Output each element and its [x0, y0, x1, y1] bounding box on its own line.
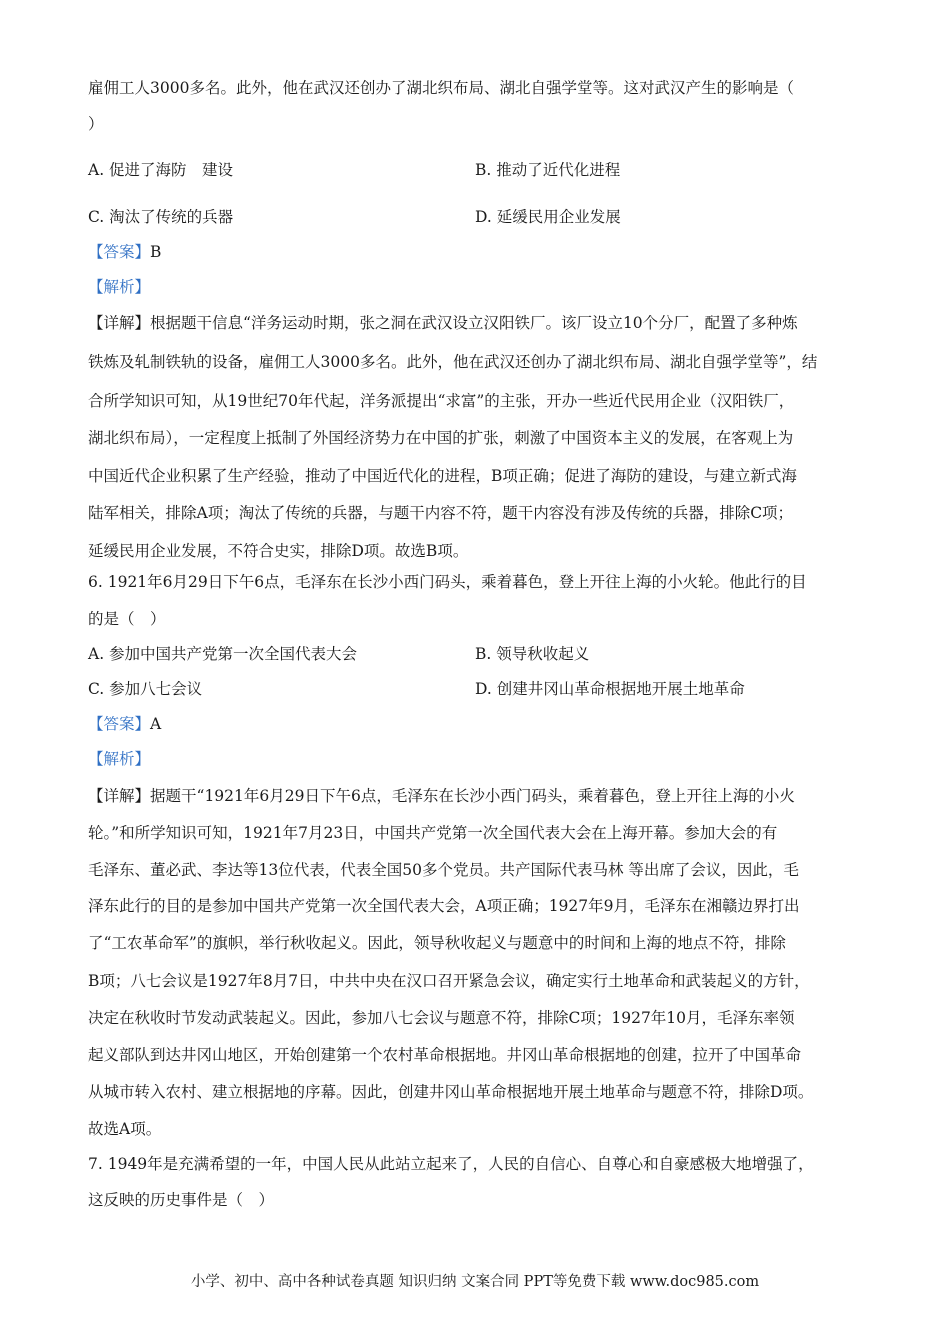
q6-detail-line-7: 决定在秋收时节发动武装起义。因此，参加八七会议与题意不符，排除C项；1927年10月，毛泽东率领 — [88, 1009, 795, 1027]
q6-detail-line-10: 故选A项。 — [88, 1120, 162, 1138]
q6-answer — [88, 714, 161, 734]
q5-analysis-tag: 【解析】 — [88, 278, 151, 296]
q6-detail-line-4: 泽东此行的目的是参加中国共产党第一次全国代表大会，A项正确；1927年9月，毛泽东在湘赣边界打出 — [88, 897, 800, 915]
q6-detail-line-9: 从城市转入农村、建立根据地的序幕。因此，创建井冈山革命根据地开展土地革命与题意不符，排除D项。 — [88, 1083, 814, 1101]
q6-detail-line-2: 轮。”和所学知识可知，1921年7月23日，中国共产党第一次全国代表大会在上海开幕。参加大会的有 — [88, 824, 778, 842]
q5-stem-line-2: ） — [88, 115, 104, 133]
q5-option-d: D. 延缓民用企业发展 — [475, 208, 621, 226]
q6-answer-tag: 【答案】 — [88, 715, 151, 733]
q6-answer-value: A — [150, 715, 162, 733]
q5-detail-line-7: 延缓民用企业发展，不符合史实，排除D项。故选B项。 — [88, 542, 469, 560]
q5-detail-tag: 【详解】 — [88, 314, 151, 332]
q5-answer-tag: 【答案】 — [88, 243, 151, 261]
q5-detail-line-6: 陆军相关，排除A项；淘汰了传统的兵器，与题干内容不符，题干内容没有涉及传统的兵器，排除C项； — [88, 504, 794, 522]
q6-option-d: D. 创建井冈山革命根据地开展土地革命 — [475, 680, 745, 698]
q7-stem-line-2: 这反映的历史事件是（ ） — [88, 1191, 275, 1209]
q5-option-a: A. 促进了海防 建设 — [88, 161, 234, 179]
page-footer: 小学、初中、高中各种试卷真题 知识归纳 文案合同 PPT等免费下载 www.doc985.com — [190, 1274, 760, 1290]
q5-detail-text-1: 根据题干信息“洋务运动时期，张之洞在武汉设立汉阳铁厂。该厂设立10个分厂，配置了多种炼 — [150, 314, 798, 332]
q6-option-c: C. 参加八七会议 — [88, 680, 203, 698]
q5-detail-line-3: 合所学知识可知，从19世纪70年代起，洋务派提出“求富”的主张，开办一些近代民用企业（汉阳铁厂， — [88, 392, 795, 410]
q6-analysis-tag: 【解析】 — [88, 750, 151, 768]
q6-detail-line-8: 起义部队到达井冈山地区，开始创建第一个农村革命根据地。井冈山革命根据地的创建，拉开了中国革命 — [88, 1046, 802, 1064]
q5-detail-line-4: 湖北织布局），一定程度上抵制了外国经济势力在中国的扩张，刺激了中国资本主义的发展，在客观上为 — [88, 429, 794, 447]
q6-option-b: B. 领导秋收起义 — [475, 645, 590, 663]
q6-detail-line-1 — [88, 786, 795, 806]
q5-option-b: B. 推动了近代化进程 — [475, 161, 621, 179]
q5-answer — [88, 242, 161, 262]
q5-detail-line-2: 铁炼及轧制铁轨的设备，雇佣工人3000多名。此外，他在武汉还创办了湖北织布局、湖北自强学堂等”，结 — [88, 353, 818, 371]
q6-detail-tag: 【详解】 — [88, 787, 151, 805]
q6-detail-line-3: 毛泽东、董必武、李达等13位代表，代表全国50多个党员。共产国际代表马林 等出席了会议，因此，毛 — [88, 861, 799, 879]
q7-stem-line-1: 7. 1949年是充满希望的一年，中国人民从此站立起来了，人民的自信心、自尊心和自豪感极大地增强了， — [88, 1155, 814, 1173]
q6-detail-text-1: 据题干“1921年6月29日下午6点，毛泽东在长沙小西门码头，乘着暮色，登上开往上海的小火 — [150, 787, 795, 805]
q6-stem-line-1: 6. 1921年6月29日下午6点，毛泽东在长沙小西门码头，乘着暮色，登上开往上海的小火轮。他此行的目 — [88, 573, 807, 591]
q6-detail-line-6: B项；八七会议是1927年8月7日，中共中央在汉口召开紧急会议，确定实行土地革命和武装起义的方针， — [88, 972, 810, 990]
q6-stem-line-2: 的是（ ） — [88, 610, 166, 628]
q5-detail-line-1 — [88, 313, 798, 333]
q5-stem-line-1: 雇佣工人3000多名。此外，他在武汉还创办了湖北织布局、湖北自强学堂等。这对武汉产生的影响是（ — [88, 79, 794, 97]
q6-option-a: A. 参加中国共产党第一次全国代表大会 — [88, 645, 358, 663]
q6-detail-line-5: 了“工农革命军”的旗帜，举行秋收起义。因此，领导秋收起义与题意中的时间和上海的地点不符，排除 — [88, 934, 786, 952]
q5-option-c: C. 淘汰了传统的兵器 — [88, 208, 234, 226]
q5-detail-line-5: 中国近代企业积累了生产经验，推动了中国近代化的进程，B项正确；促进了海防的建设，与建立新式海 — [88, 467, 797, 485]
q5-answer-value: B — [150, 243, 162, 261]
